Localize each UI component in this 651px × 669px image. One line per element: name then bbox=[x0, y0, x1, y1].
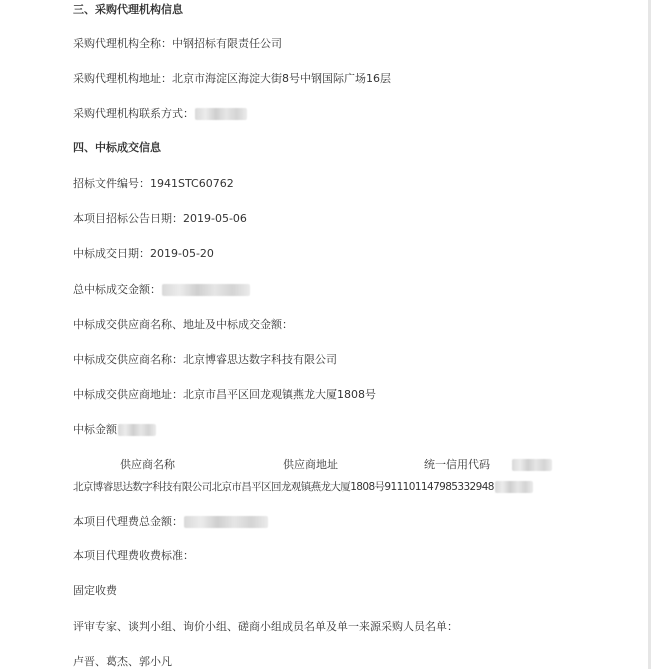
supplier-name-value: 北京博睿思达数字科技有限公司 bbox=[183, 353, 337, 366]
total-amount-label: 总中标成交金额： bbox=[73, 283, 161, 296]
agency-name-value: 中钢招标有限责任公司 bbox=[172, 37, 282, 50]
section-heading-award: 四、中标成交信息 bbox=[73, 141, 161, 154]
section-heading-agency: 三、采购代理机构信息 bbox=[73, 3, 183, 16]
redacted-header-cell bbox=[512, 459, 552, 471]
agency-name-label: 采购代理机构全称： bbox=[73, 37, 172, 50]
doc-number-label: 招标文件编号： bbox=[73, 177, 150, 190]
supplier-address-label: 中标成交供应商地址： bbox=[73, 388, 183, 401]
agency-address-label: 采购代理机构地址： bbox=[73, 72, 172, 85]
redacted-total-amount bbox=[162, 284, 250, 296]
award-date-label: 中标成交日期： bbox=[73, 247, 150, 260]
doc-number-value: 1941STC60762 bbox=[150, 177, 234, 190]
agency-fee-standard-value: 固定收费 bbox=[73, 584, 117, 597]
announce-date-label: 本项目招标公告日期： bbox=[73, 212, 183, 225]
review-committee-members: 卢晋、葛杰、郭小凡 bbox=[73, 655, 172, 668]
agency-address-row bbox=[73, 72, 391, 86]
redacted-code-tail bbox=[495, 481, 533, 493]
agency-address-value: 北京市海淀区海淀大街8号中钢国际广场16层 bbox=[172, 72, 391, 85]
table-row-text: 北京博睿思达数字科技有限公司北京市昌平区回龙观镇燕龙大厦1808号911101147985332948 bbox=[73, 481, 494, 493]
award-amount-row bbox=[73, 423, 156, 437]
table-header-credit-code: 统一信用代码 bbox=[424, 458, 490, 471]
doc-number-row bbox=[73, 177, 234, 191]
agency-contact-label: 采购代理机构联系方式： bbox=[73, 107, 194, 120]
award-date-row bbox=[73, 247, 214, 261]
total-amount-row bbox=[73, 283, 250, 297]
review-committee-label: 评审专家、谈判小组、询价小组、磋商小组成员名单及单一来源采购人员名单： bbox=[73, 620, 458, 633]
supplier-address-value: 北京市昌平区回龙观镇燕龙大厦1808号 bbox=[183, 388, 376, 401]
supplier-intro: 中标成交供应商名称、地址及中标成交金额： bbox=[73, 318, 293, 331]
supplier-name-row bbox=[73, 353, 337, 367]
agency-name-row bbox=[73, 37, 282, 51]
redacted-award-amount bbox=[118, 424, 156, 436]
supplier-name-label: 中标成交供应商名称： bbox=[73, 353, 183, 366]
table-header-supplier-name: 供应商名称 bbox=[120, 458, 175, 471]
redacted-agency-fee bbox=[184, 516, 268, 528]
table-row bbox=[73, 480, 533, 494]
agency-fee-total-row bbox=[73, 515, 268, 529]
announce-date-value: 2019-05-06 bbox=[183, 212, 247, 225]
announce-date-row bbox=[73, 212, 247, 226]
award-amount-label: 中标金额 bbox=[73, 423, 117, 436]
agency-fee-standard-label: 本项目代理费收费标准： bbox=[73, 549, 194, 562]
redacted-contact bbox=[195, 108, 247, 120]
table-header-supplier-address: 供应商地址 bbox=[283, 458, 338, 471]
agency-fee-total-label: 本项目代理费总金额： bbox=[73, 515, 183, 528]
supplier-address-row bbox=[73, 388, 376, 402]
agency-contact-row bbox=[73, 107, 247, 121]
award-date-value: 2019-05-20 bbox=[150, 247, 214, 260]
